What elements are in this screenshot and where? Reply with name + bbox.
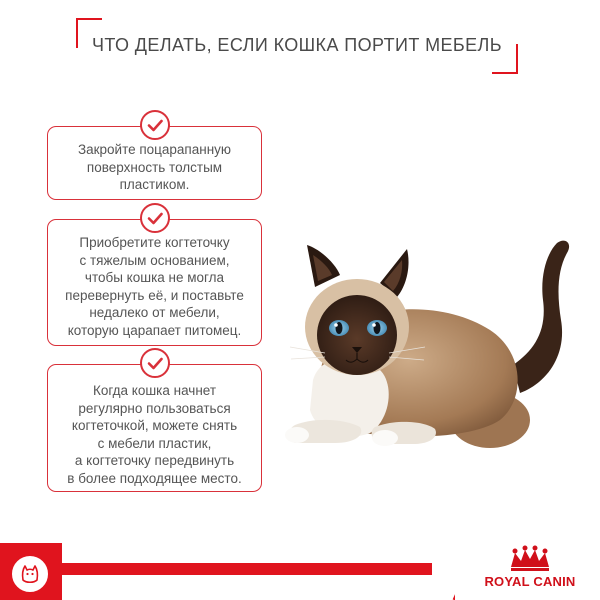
tip-card-3	[47, 364, 262, 492]
title-frame	[76, 18, 518, 74]
checkmark-icon	[140, 348, 170, 378]
footer-red-line	[0, 563, 470, 575]
brand-logo	[470, 543, 590, 595]
tip-text-1: Закройте поцарапанную поверхность толстым пластиком.	[77, 142, 232, 192]
checkmark-icon	[140, 203, 170, 233]
page-title: ЧТО ДЕЛАТЬ, ЕСЛИ КОШКА ПОРТИТ МЕБЕЛЬ	[92, 35, 502, 55]
tip-text-3: Когда кошка начнет регулярно пользоваться когтеточкой, можете снять с мебели пластик, а когтеточку передвинуть в более подходящее место.	[67, 383, 242, 486]
cat-head-icon	[12, 556, 48, 592]
brand-name: ROYAL CANIN	[484, 574, 576, 589]
tip-card-1	[47, 126, 262, 200]
tip-text-2: Приобретите когтеточку с тяжелым основанием, чтобы кошка не могла перевернуть её, и поставьте недалеко от мебели, которую царапает питомец.	[65, 235, 244, 338]
cat-image	[285, 235, 590, 470]
tip-card-2	[47, 219, 262, 346]
checkmark-icon	[140, 110, 170, 140]
crown-icon	[507, 545, 553, 573]
